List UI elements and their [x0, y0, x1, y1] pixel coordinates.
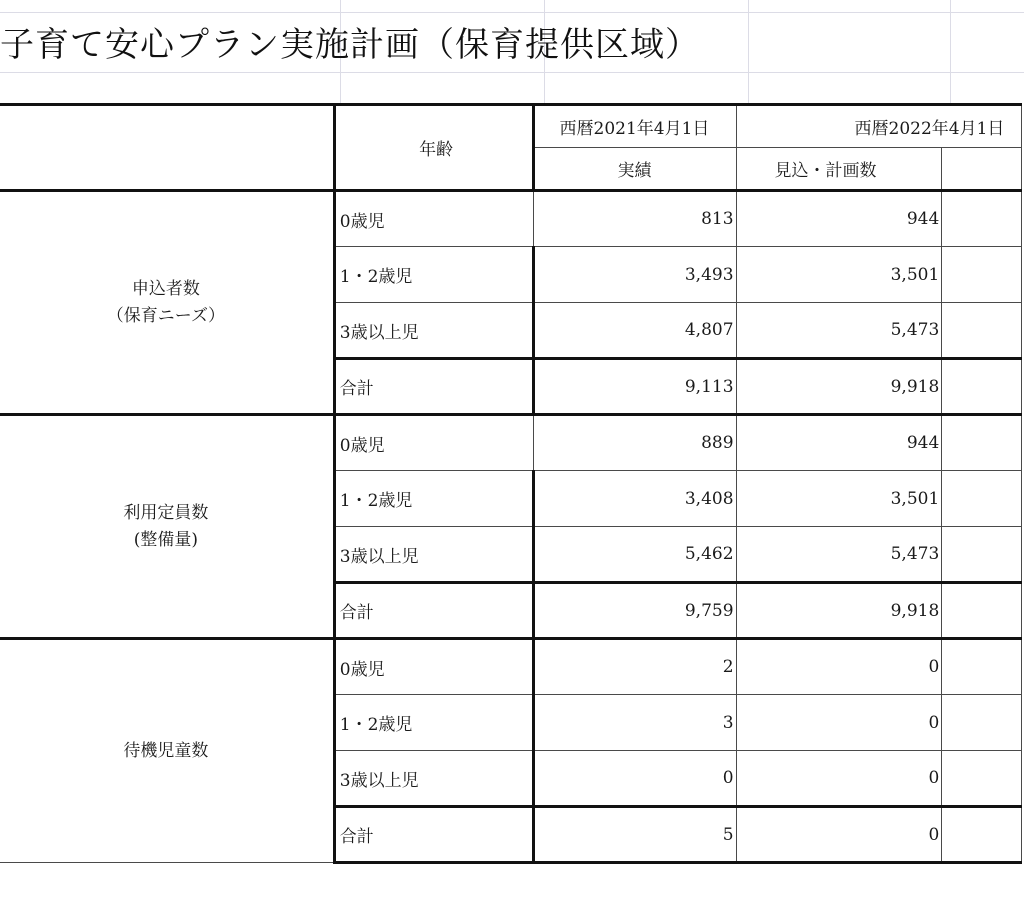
- header-blank-cell[interactable]: [0, 105, 334, 191]
- value-cell-2021[interactable]: 0: [534, 751, 736, 807]
- value-cell-next[interactable]: [942, 695, 1022, 751]
- value-cell-next[interactable]: [942, 471, 1022, 527]
- value-cell-2021[interactable]: 3,493: [534, 247, 736, 303]
- page-title: 子育て安心プラン実施計画（保育提供区域）: [0, 25, 700, 65]
- value-cell-2022[interactable]: 3,501: [736, 471, 942, 527]
- table-header-row: [0, 105, 1022, 148]
- section-label-line1: 申込者数: [131, 279, 200, 300]
- value-cell-2022[interactable]: 0: [736, 639, 942, 695]
- age-cell[interactable]: 合計: [334, 807, 534, 863]
- value-cell-next[interactable]: [942, 639, 1022, 695]
- age-cell[interactable]: 3歳以上児: [334, 303, 534, 359]
- age-cell[interactable]: 1・2歳児: [334, 247, 534, 303]
- value-cell-2021[interactable]: 9,759: [534, 583, 736, 639]
- value-cell-next[interactable]: [942, 247, 1022, 303]
- sheet-gridline: [0, 72, 1024, 73]
- section-label-line2: (整備量): [133, 529, 198, 550]
- value-cell-2021[interactable]: 813: [534, 191, 736, 247]
- sheet-gridline: [748, 0, 749, 103]
- value-cell-2022[interactable]: 0: [736, 807, 942, 863]
- value-cell-next[interactable]: [942, 359, 1022, 415]
- plan-table: [0, 103, 1022, 864]
- age-cell[interactable]: 1・2歳児: [334, 695, 534, 751]
- value-cell-2021[interactable]: 4,807: [534, 303, 736, 359]
- section-label-line1: 利用定員数: [123, 503, 209, 524]
- table-row: [0, 639, 1022, 695]
- header-date2-cell[interactable]: 西暦2022年4月1日: [736, 105, 1021, 148]
- value-cell-next[interactable]: [942, 527, 1022, 583]
- value-cell-2022[interactable]: 0: [736, 751, 942, 807]
- age-cell[interactable]: 合計: [334, 583, 534, 639]
- sheet-gridline: [950, 0, 951, 103]
- age-cell[interactable]: 合計: [334, 359, 534, 415]
- age-cell[interactable]: 3歳以上児: [334, 751, 534, 807]
- value-cell-2022[interactable]: 9,918: [736, 583, 942, 639]
- value-cell-2022[interactable]: 944: [736, 415, 942, 471]
- value-cell-2021[interactable]: 2: [534, 639, 736, 695]
- header-sub2-cell[interactable]: 見込・計画数: [736, 148, 942, 191]
- value-cell-2021[interactable]: 9,113: [534, 359, 736, 415]
- age-cell[interactable]: 3歳以上児: [334, 527, 534, 583]
- sheet-gridline: [0, 12, 1024, 13]
- table-row: [0, 415, 1022, 471]
- age-cell[interactable]: 0歳児: [334, 191, 534, 247]
- value-cell-2022[interactable]: 0: [736, 695, 942, 751]
- value-cell-2022[interactable]: 9,918: [736, 359, 942, 415]
- value-cell-next[interactable]: [942, 415, 1022, 471]
- section-label-applicants[interactable]: [0, 191, 334, 415]
- header-date1-cell[interactable]: 西暦2021年4月1日: [534, 105, 736, 148]
- age-cell[interactable]: 0歳児: [334, 415, 534, 471]
- section-label-line2: （保育ニーズ）: [106, 305, 225, 326]
- value-cell-next[interactable]: [942, 583, 1022, 639]
- value-cell-next[interactable]: [942, 807, 1022, 863]
- section-label-capacity[interactable]: [0, 415, 334, 639]
- section-label-line1: 待機児童数: [123, 740, 209, 761]
- age-cell[interactable]: 0歳児: [334, 639, 534, 695]
- value-cell-2022[interactable]: 944: [736, 191, 942, 247]
- age-cell[interactable]: 1・2歳児: [334, 471, 534, 527]
- value-cell-next[interactable]: [942, 191, 1022, 247]
- header-sub1-cell[interactable]: 実績: [534, 148, 736, 191]
- value-cell-2022[interactable]: 5,473: [736, 303, 942, 359]
- value-cell-2022[interactable]: 3,501: [736, 247, 942, 303]
- value-cell-next[interactable]: [942, 303, 1022, 359]
- value-cell-2021[interactable]: 3,408: [534, 471, 736, 527]
- value-cell-2021[interactable]: 5,462: [534, 527, 736, 583]
- value-cell-2021[interactable]: 889: [534, 415, 736, 471]
- header-age-cell[interactable]: 年齢: [334, 105, 534, 191]
- value-cell-2022[interactable]: 5,473: [736, 527, 942, 583]
- value-cell-2021[interactable]: 3: [534, 695, 736, 751]
- value-cell-next[interactable]: [942, 751, 1022, 807]
- table-row: [0, 191, 1022, 247]
- section-label-waitlist[interactable]: [0, 639, 334, 863]
- header-sub3-cell[interactable]: [942, 148, 1022, 191]
- value-cell-2021[interactable]: 5: [534, 807, 736, 863]
